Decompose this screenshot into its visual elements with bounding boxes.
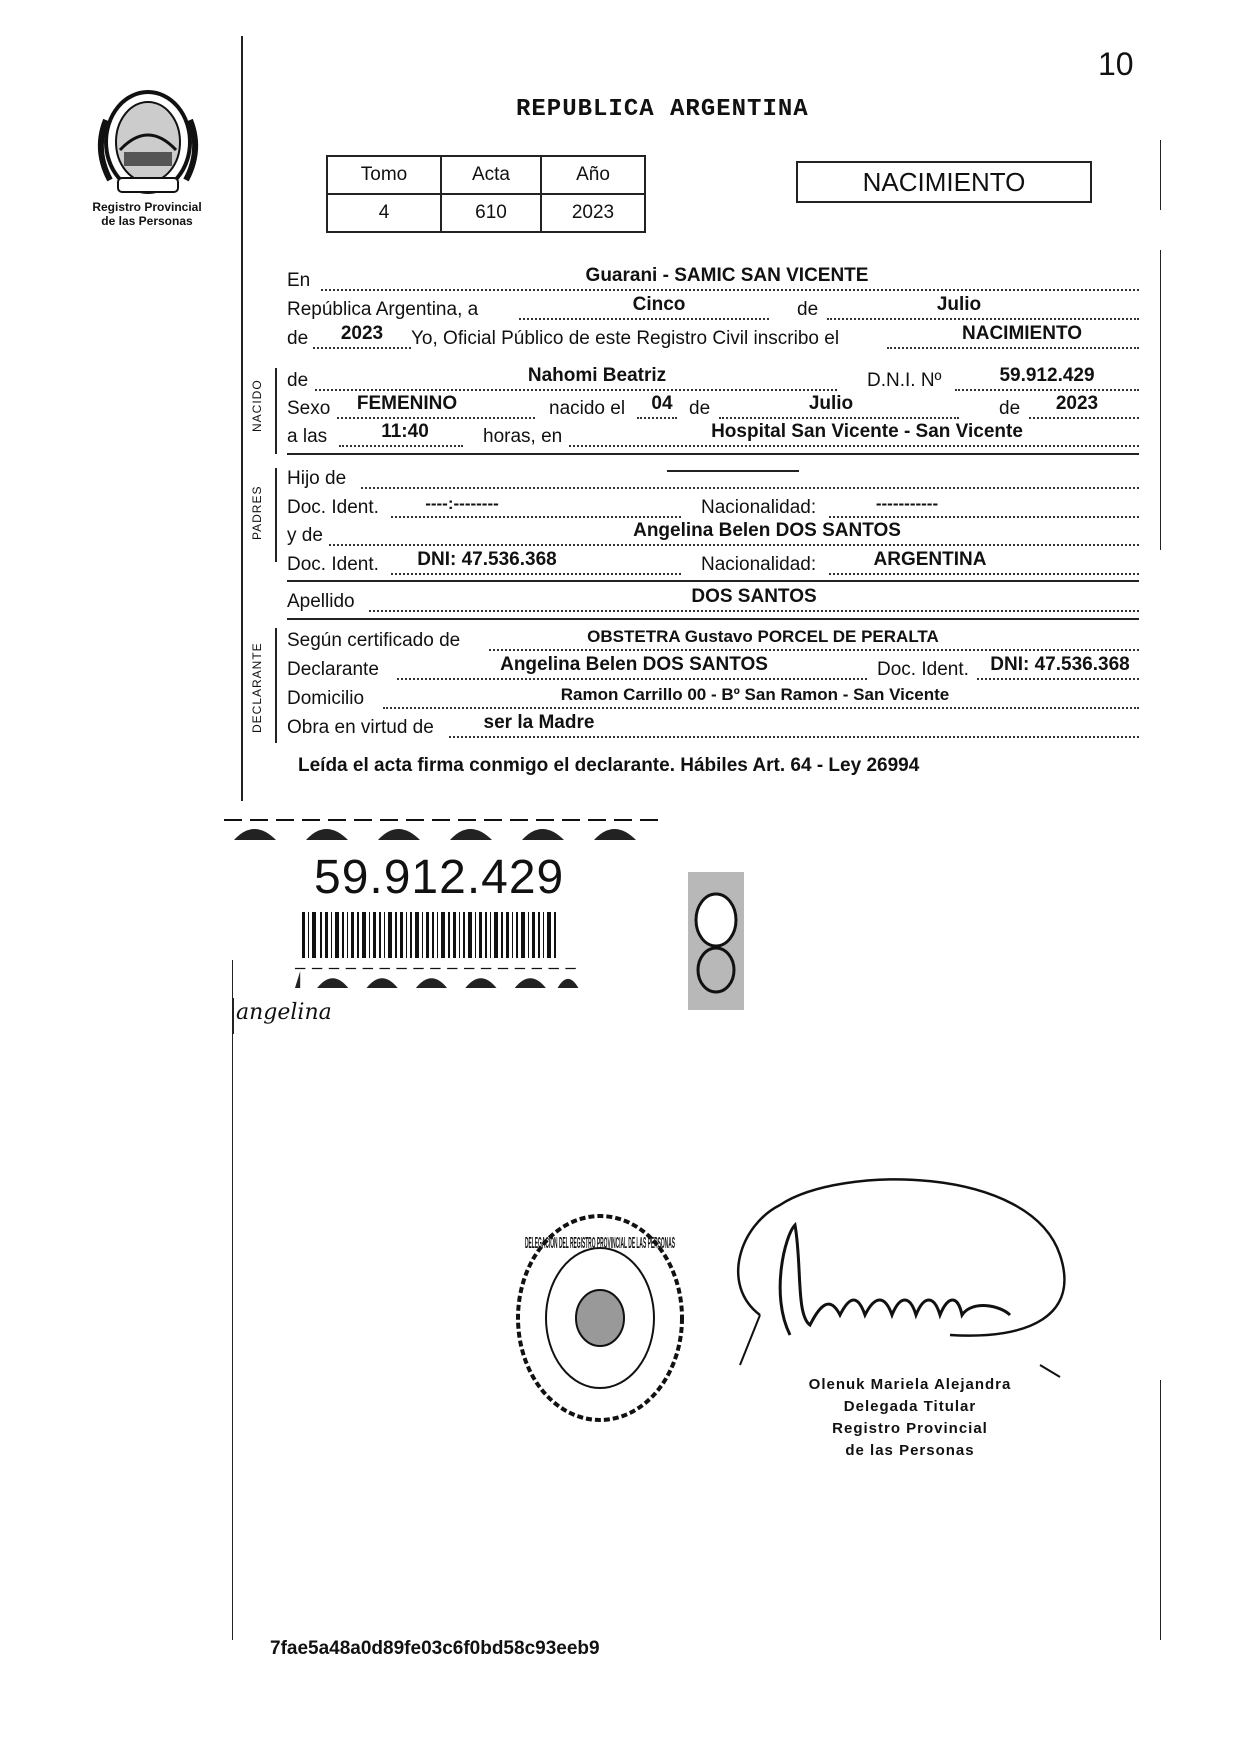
value-anio-nac: 2023 [1055, 393, 1099, 414]
act-table [326, 155, 646, 233]
barcode-icon [300, 912, 558, 958]
row-domicilio [287, 682, 1139, 712]
value-obra: ser la Madre [483, 712, 595, 733]
value-certificado: OBSTETRA Gustavo PORCEL DE PERALTA [587, 627, 939, 646]
dotted-line [313, 347, 411, 349]
row-hora [287, 420, 1139, 450]
value-madre: Angelina Belen DOS SANTOS [633, 520, 901, 541]
dotted-line [449, 736, 1139, 738]
label-de: de [797, 299, 819, 320]
stamp-strip-top-icon [224, 814, 664, 840]
act-value-anio: 2023 [541, 194, 645, 232]
section-padres: PADRES [250, 485, 264, 540]
dotted-line [827, 318, 1139, 320]
label-de: de [689, 398, 711, 419]
label-republica: República Argentina, a [287, 299, 479, 320]
value-mes-acta: Julio [936, 294, 982, 315]
value-domicilio: Ramon Carrillo 00 - Bº San Ramon - San Vicente [560, 685, 950, 704]
value-anio-acta: 2023 [340, 323, 384, 344]
label-segun: Según certificado de [287, 630, 461, 651]
declarant-signature: angelina [236, 1000, 332, 1025]
value-apellido: DOS SANTOS [691, 586, 817, 607]
left-margin-line-bottom [232, 960, 233, 1640]
dotted-line [1029, 417, 1139, 419]
dotted-line [315, 389, 837, 391]
label-apellido: Apellido [287, 591, 355, 612]
value-sexo: FEMENINO [356, 393, 458, 414]
value-hora: 11:40 [381, 421, 429, 442]
label-doc-ident: Doc. Ident. [287, 554, 379, 575]
label-a-las: a las [287, 426, 328, 447]
right-margin-line [1160, 140, 1161, 210]
row-madre-doc [287, 548, 1139, 578]
seal-text: DELEGACION DEL REGISTRO PROVINCIAL DE LAS PERSONAS [525, 1235, 676, 1252]
stamp-strip-bottom-icon [218, 962, 658, 988]
dotted-line [719, 417, 959, 419]
act-value-acta: 610 [441, 194, 541, 232]
section-separator [287, 453, 1139, 455]
dotted-line [829, 573, 1139, 575]
value-madre-nacionalidad: ARGENTINA [873, 549, 987, 570]
row-sexo [287, 392, 1139, 422]
section-nacido: NACIDO [250, 379, 264, 432]
right-margin-line [1160, 250, 1161, 550]
dotted-line [369, 610, 1139, 612]
value-padre-nacionalidad: ----------- [875, 494, 939, 513]
signature-bracket [233, 998, 234, 1034]
value-dni: 59.912.429 [999, 365, 1095, 386]
dotted-line [977, 678, 1139, 680]
page-number: 10 [1098, 46, 1134, 82]
label-horas-en: horas, en [483, 426, 563, 447]
label-en: En [287, 270, 311, 291]
label-nacionalidad: Nacionalidad: [701, 554, 817, 575]
value-mes-nac: Julio [808, 393, 854, 414]
document-title: REPUBLICA ARGENTINA [516, 96, 809, 123]
act-header-tomo: Tomo [327, 156, 441, 194]
right-margin-line [1160, 1380, 1161, 1640]
id-number-label: 59.912.429 [314, 851, 565, 904]
dotted-line [489, 649, 1139, 651]
section-declarante: DECLARANTE [250, 642, 264, 733]
dotted-line [569, 445, 1139, 447]
official-name: Olenuk Mariela Alejandra [808, 1376, 1012, 1393]
row-lugar [287, 264, 1139, 294]
section-separator [287, 618, 1139, 620]
row-inscripcion [287, 322, 1139, 352]
section-divider [275, 468, 277, 562]
value-declarante-doc: DNI: 47.536.368 [990, 654, 1130, 675]
label-declarante: Declarante [287, 659, 379, 680]
security-stamp-icon [686, 870, 746, 1012]
dotted-line [339, 445, 463, 447]
label-nacido-el: nacido el [549, 398, 626, 419]
row-hijo-de [287, 462, 1139, 492]
dotted-line [955, 389, 1139, 391]
value-lugar: Guarani - SAMIC SAN VICENTE [585, 265, 869, 286]
value-dia-nac: 04 [651, 393, 673, 414]
section-divider [275, 628, 277, 743]
dotted-line [397, 678, 867, 680]
dotted-line [361, 487, 1139, 489]
dotted-line [887, 347, 1139, 349]
row-padre-doc [287, 491, 1139, 521]
label-hijo-de: Hijo de [287, 468, 347, 489]
official-role: Delegada Titular [843, 1398, 977, 1415]
dotted-line [391, 516, 681, 518]
act-type-box: NACIMIENTO [796, 161, 1092, 203]
label-nacionalidad: Nacionalidad: [701, 497, 817, 518]
blank-mark [667, 470, 799, 472]
closing-text: Leída el acta firma conmigo el declarante. Hábiles Art. 64 - Ley 26994 [298, 755, 920, 776]
left-margin-line-top [241, 36, 243, 801]
registry-name: Registro Provincial de las Personas [92, 200, 202, 228]
dotted-line [829, 516, 1139, 518]
value-dia-letra: Cinco [632, 294, 686, 315]
document-hash: 7fae5a48a0d89fe03c6f0bd58c93eeb9 [270, 1638, 600, 1659]
dotted-line [519, 318, 769, 320]
row-madre [287, 519, 1139, 549]
label-yo-oficial: Yo, Oficial Público de este Registro Civil inscribo el [411, 328, 840, 349]
value-lugar-nac: Hospital San Vicente - San Vicente [711, 421, 1023, 442]
row-fecha [287, 293, 1139, 323]
dotted-line [637, 417, 677, 419]
label-domicilio: Domicilio [287, 688, 365, 709]
official-org-line2: de las Personas [845, 1442, 975, 1459]
dotted-line [391, 573, 681, 575]
value-padre-doc: ----:-------- [425, 494, 499, 513]
value-tipo: NACIMIENTO [962, 323, 1082, 344]
value-madre-doc: DNI: 47.536.368 [417, 549, 557, 570]
section-divider [275, 368, 277, 454]
label-doc-ident: Doc. Ident. [877, 659, 969, 680]
act-header-acta: Acta [441, 156, 541, 194]
label-de: de [999, 398, 1021, 419]
label-de: de [287, 328, 309, 349]
row-nombre [287, 364, 1139, 394]
row-obra [287, 711, 1139, 741]
provincial-crest-icon [92, 80, 204, 198]
official-org-line1: Registro Provincial [832, 1420, 988, 1437]
row-declarante [287, 653, 1139, 683]
label-de: de [287, 370, 309, 391]
value-declarante: Angelina Belen DOS SANTOS [500, 654, 768, 675]
act-value-tomo: 4 [327, 194, 441, 232]
act-header-anio: Año [541, 156, 645, 194]
label-doc-ident: Doc. Ident. [287, 497, 379, 518]
dotted-line [337, 417, 535, 419]
dotted-line [321, 289, 1139, 291]
label-obra: Obra en virtud de [287, 717, 434, 738]
official-seal-icon [510, 1208, 690, 1428]
row-apellido [287, 585, 1139, 615]
dotted-line [329, 544, 1139, 546]
official-signature-icon [700, 1165, 1100, 1395]
value-nombre: Nahomi Beatriz [527, 365, 667, 386]
dotted-line [383, 707, 1139, 709]
label-sexo: Sexo [287, 398, 331, 419]
label-y-de: y de [287, 525, 323, 546]
row-certificado [287, 624, 1139, 654]
section-separator [287, 580, 1139, 582]
label-dni: D.N.I. Nº [867, 370, 942, 391]
